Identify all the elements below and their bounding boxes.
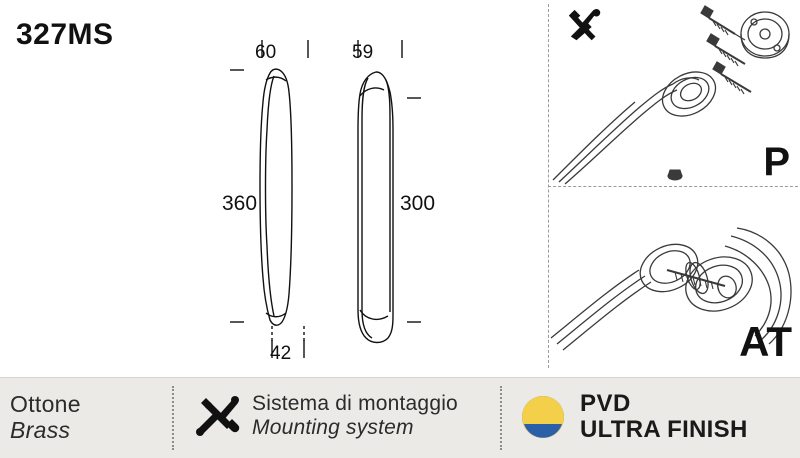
mounting-panel-exploded	[549, 4, 798, 185]
mounting-label-en: Mounting system	[252, 415, 414, 439]
dimension-length-left: 360	[222, 192, 258, 215]
dimension-width-top-left: 60	[255, 42, 277, 63]
spec-footer	[0, 377, 800, 458]
footer-divider-1	[172, 386, 174, 450]
panel-letter-p: P	[763, 140, 790, 184]
pvd-circle-icon	[520, 394, 566, 440]
footer-finish	[520, 391, 748, 444]
dimension-width-bottom: 42	[270, 343, 292, 364]
footer-mounting-system	[196, 392, 458, 439]
tools-icon	[196, 396, 240, 436]
panel-horizontal-divider	[548, 186, 798, 187]
page-title: 327MS	[16, 18, 114, 51]
technical-drawing	[200, 10, 530, 365]
mounting-label-it: Sistema di montaggio	[252, 392, 458, 415]
footer-divider-2	[500, 386, 502, 450]
dimension-length-right: 300	[400, 192, 436, 215]
panel-letter-at: AT	[739, 318, 792, 365]
footer-material	[10, 392, 81, 444]
exploded-mounting-illustration	[549, 4, 798, 185]
mounting-panel-assembled	[549, 188, 798, 368]
finish-label-ultra: ULTRA FINISH	[580, 416, 748, 444]
material-label-en: Brass	[10, 416, 71, 443]
tools-icon	[569, 9, 600, 40]
dimension-width-top-right: 59	[352, 42, 374, 63]
finish-label-pvd: PVD	[580, 390, 631, 417]
material-label-it: Ottone	[10, 391, 81, 417]
